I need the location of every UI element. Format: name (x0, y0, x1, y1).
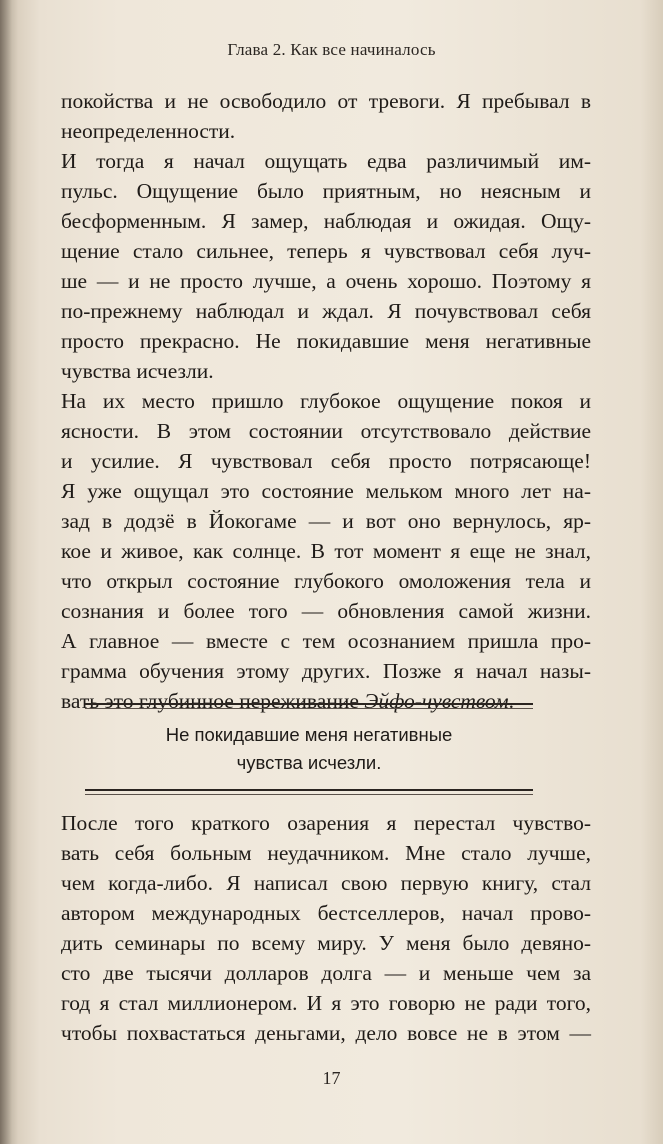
text-line: неопределенности. (61, 119, 236, 143)
text-line: сто две тысячи долларов долга — и меньше чем за (61, 961, 591, 985)
pull-quote-bottom-rule-thin (85, 794, 533, 795)
text-line: После того краткого озарения я перестал чувство- (61, 811, 591, 835)
text-line: вать себя больным неудачником. Мне стало лучше, (61, 841, 591, 865)
text-line: кое и живое, как солнце. В тот момент я еще не знал, (61, 539, 591, 563)
body-text-top (61, 86, 591, 716)
running-header: Глава 2. Как все начиналось (227, 40, 436, 59)
text-line: по-прежнему наблюдал и ждал. Я почувствовал себя (61, 299, 591, 323)
text-line: А главное — вместе с тем осознанием пришла про- (61, 629, 591, 653)
text-line: И тогда я начал ощущать едва различимый им- (61, 149, 591, 173)
pull-quote-top-rule (85, 703, 533, 705)
pull-quote-line: чувства исчезли. (236, 752, 382, 773)
pull-quote-text (85, 709, 533, 789)
page-number: 17 (322, 1068, 341, 1088)
pull-quote (85, 703, 533, 795)
text-line: ясности. В этом состоянии отсутствовало действие (61, 419, 591, 443)
text-line: Я уже ощущал это состояние мельком много лет на- (61, 479, 591, 503)
text-line: чувства исчезли. (61, 359, 214, 383)
text-line: просто прекрасно. Не покидавшие меня негативные (61, 329, 591, 353)
spine-shadow (0, 0, 18, 1144)
text-line: что открыл состояние глубокого омоложения тела и (61, 569, 591, 593)
text-line: щение стало сильнее, теперь я чувствовал себя луч- (61, 239, 591, 263)
text-line: зад в додзё в Йокогаме — и вот оно вернулось, яр- (61, 509, 591, 533)
text-line: чтобы похвастаться деньгами, дело вовсе не в этом — (61, 1021, 591, 1045)
body-text-bottom (61, 808, 591, 1048)
pull-quote-bottom-rule (85, 789, 533, 791)
text-line: бесформенным. Я замер, наблюдая и ожидая. Ощу- (61, 209, 591, 233)
text-line: сознания и более того — обновления самой жизни. (61, 599, 591, 623)
text-line: грамма обучения этому других. Позже я начал назы- (61, 659, 591, 683)
text-line: и усилие. Я чувствовал себя просто потрясающе! (61, 449, 591, 473)
text-line: автором международных бестселлеров, начал прово- (61, 901, 591, 925)
text-line: На их место пришло глубокое ощущение покоя и (61, 389, 591, 413)
text-fragment: . (508, 689, 514, 713)
text-line: год я стал миллионером. И я это говорю не ради того, (61, 991, 591, 1015)
emphasized-term: Эйфо-чувством (364, 689, 509, 713)
text-line: пульс. Ощущение было приятным, но неясным и (61, 179, 591, 203)
text-line: чем когда-либо. Я написал свою первую книгу, стал (61, 871, 591, 895)
text-line: дить семинары по всему миру. У меня было девяно- (61, 931, 591, 955)
text-fragment: вать это глубинное переживание (61, 689, 365, 713)
pull-quote-line: Не покидавшие меня негативные (165, 724, 453, 745)
text-line: покойства и не освободило от тревоги. Я пребывал в (61, 89, 591, 113)
text-line: ше — и не просто лучше, а очень хорошо. Поэтому я (61, 269, 591, 293)
